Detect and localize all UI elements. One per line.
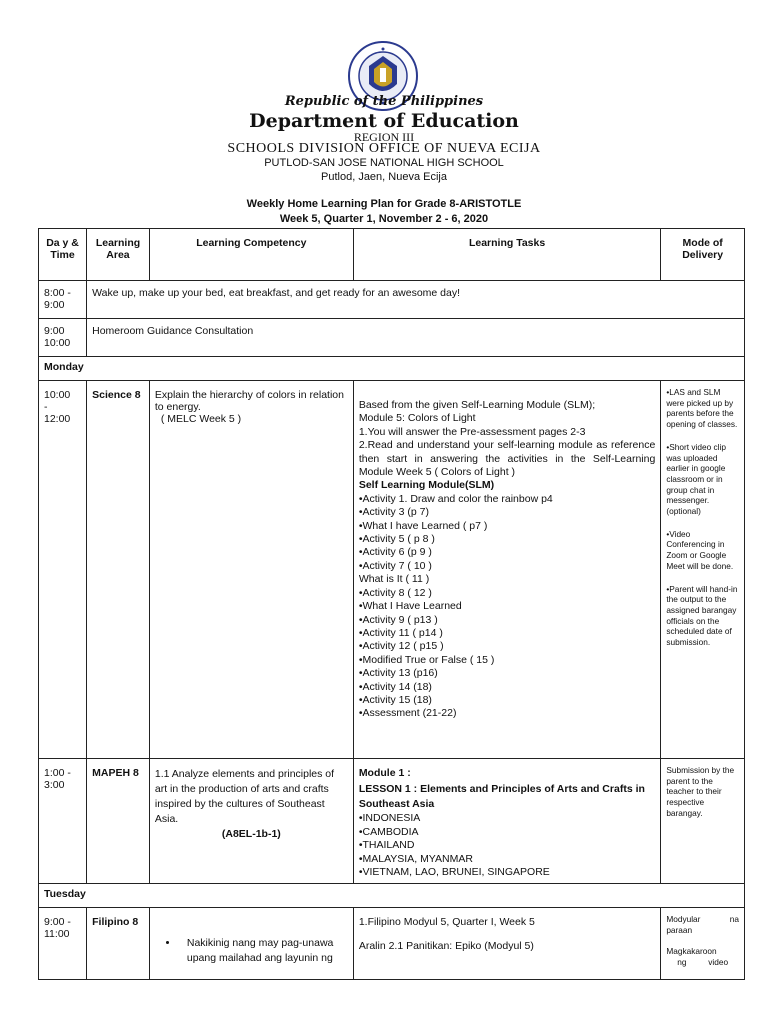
mode-word: Modyular [666,914,701,925]
time-cell [39,381,87,759]
day-row [39,884,745,908]
table-row [39,281,745,319]
activity-item: •Activity 9 ( p13 ) [358,613,438,626]
activity-item: •Modified True or False ( 15 ) [358,653,495,666]
activity-item: •Assessment (21-22) [358,707,457,720]
time-cell: 8:00 - 9:00 [39,281,87,319]
mode-item: •Parent will hand-in the output to the assigned barangay officials on the scheduled date of submission. [666,583,738,648]
competency-text: • Nakikinig nang may pag-unawa upang mailahad ang layunin ng [179,936,348,966]
mode-item: •LAS and SLM were picked up by parents before the opening of classes. [666,387,738,430]
country-item: •THAILAND [358,839,415,852]
header-learning-tasks: Learning Tasks [353,229,661,281]
time-end: 12:00 [44,413,71,425]
competency-text: 1.1 Analyze elements and principles of art in the production of arts and crafts inspired by the cultures of Southeast Asia. [154,768,335,825]
table-row [39,319,745,357]
time-cell: 9:00 - 11:00 [39,908,87,980]
department-title: Department of Education [249,110,519,132]
school-name: PUTLOD-SAN JOSE NATIONAL HIGH SCHOOL [264,157,504,169]
mode-word: video [708,956,729,967]
activity-item: •Activity 7 ( 10 ) [358,559,432,572]
competency-cell [149,381,353,759]
mode-word: paraan [666,925,693,936]
task-line: Based from the given Self-Learning Module (SLM); [358,399,596,411]
mode-cell: Submission by the parent to the teacher to their respective barangay. [661,759,745,884]
division-line: SCHOOLS DIVISION OFFICE OF NUEVA ECIJA [227,141,541,156]
learning-plan-table [38,228,745,980]
slm-title: Self Learning Module(SLM) [358,479,495,492]
activity-cell: Wake up, make up your bed, eat breakfast, and get ready for an awesome day! [87,281,745,319]
country-item: •CAMBODIA [358,825,419,838]
country-item: •INDONESIA [358,812,421,825]
plan-week: Week 5, Quarter 1, November 2 - 6, 2020 [279,213,489,225]
task-line: Aralin 2.1 Panitikan: Epiko (Modyul 5) [358,940,534,953]
header-learning-area: Learning Area [87,229,150,281]
header-mode-of-delivery: Mode of Delivery [661,229,745,281]
task-line: 1.Filipino Modyul 5, Quarter I, Week 5 [358,916,535,929]
activity-item: •Activity 5 ( p 8 ) [358,533,435,546]
mode-cell [661,381,745,759]
time-cell: 1:00 - 3:00 [39,759,87,884]
mode-item: •Short video clip was uploaded earlier in google classroom or in group chat in messenger. (optional) [666,441,726,517]
plan-title: Weekly Home Learning Plan for Grade 8-ARISTOTLE [246,198,522,210]
area-cell: Filipino 8 [87,908,150,980]
table-header-row [39,229,745,281]
task-line: 2.Read and understand your self-learning module as reference then start in answering the activities in the Self-Learning Module Week 5 ( Colors of Light ) [358,439,656,479]
activity-item: •Activity 3 (p 7) [358,506,430,519]
tasks-cell [353,908,661,980]
activity-item: •Activity 15 (18) [358,693,432,706]
tasks-cell [353,759,661,884]
competency-code: (A8EL-1b-1) [221,828,281,840]
countries-list [359,812,656,879]
day-label-monday: Monday [39,357,745,381]
country-item: •VIETNAM, LAO, BRUNEI, SINGAPORE [358,866,550,879]
time-cell: 9:00 10:00 [39,319,87,357]
mode-word: na [729,914,739,925]
mode-word: Magkakaroon [666,945,717,956]
area-cell: Science 8 [87,381,150,759]
mode-line [666,914,739,925]
table-row [39,381,745,759]
mode-line [666,957,739,968]
school-address: Putlod, Jaen, Nueva Ecija [321,171,447,183]
day-label-tuesday: Tuesday [39,884,745,908]
table-row [39,759,745,884]
activity-item: •Activity 11 ( p14 ) [358,626,443,639]
task-line: 1.You will answer the Pre-assessment pages 2-3 [358,425,586,438]
activity-item: •What I have Learned ( p7 ) [358,519,488,532]
area-cell: MAPEH 8 [87,759,150,884]
module-label: Module 1 : [358,767,411,779]
activity-item: •Activity 14 (18) [358,680,432,693]
competency-cell [149,908,353,980]
country-item: •MALAYSIA, MYANMAR [358,852,473,865]
lesson-title: LESSON 1 : Elements and Principles of Arts and Crafts in Southeast Asia [358,783,645,811]
mode-word: ng [677,956,687,967]
time-dash: - [44,401,48,413]
activity-item: What is It ( 11 ) [358,573,430,586]
activities-list [359,493,656,721]
mode-cell [661,908,745,980]
activity-item: •What I Have Learned [358,600,462,613]
activity-item: •Activity 13 (p16) [358,667,438,680]
tasks-cell [353,381,661,759]
competency-text: Explain the hierarchy of colors in relation to energy. [154,389,344,413]
activity-item: •Activity 1. Draw and color the rainbow p4 [358,492,553,505]
task-line: Module 5: Colors of Light [358,412,476,425]
day-row [39,357,745,381]
republic-line: Republic of the Philippines [284,94,484,109]
activity-item: •Activity 6 (p 9 ) [358,546,432,559]
region-line: REGION III [353,130,415,144]
activity-cell: Homeroom Guidance Consultation [87,319,745,357]
mode-item: •Video Conferencing in Zoom or Google Meet will be done. [666,528,734,571]
melc-code: ( MELC Week 5 ) [160,413,242,425]
header-learning-competency: Learning Competency [149,229,353,281]
header-day-time: Da y & Time [39,229,87,281]
competency-cell [149,759,353,884]
table-row [39,908,745,980]
time-start: 10:00 [44,389,71,401]
activity-item: •Activity 12 ( p15 ) [358,640,444,653]
activity-item: •Activity 8 ( 12 ) [358,586,432,599]
